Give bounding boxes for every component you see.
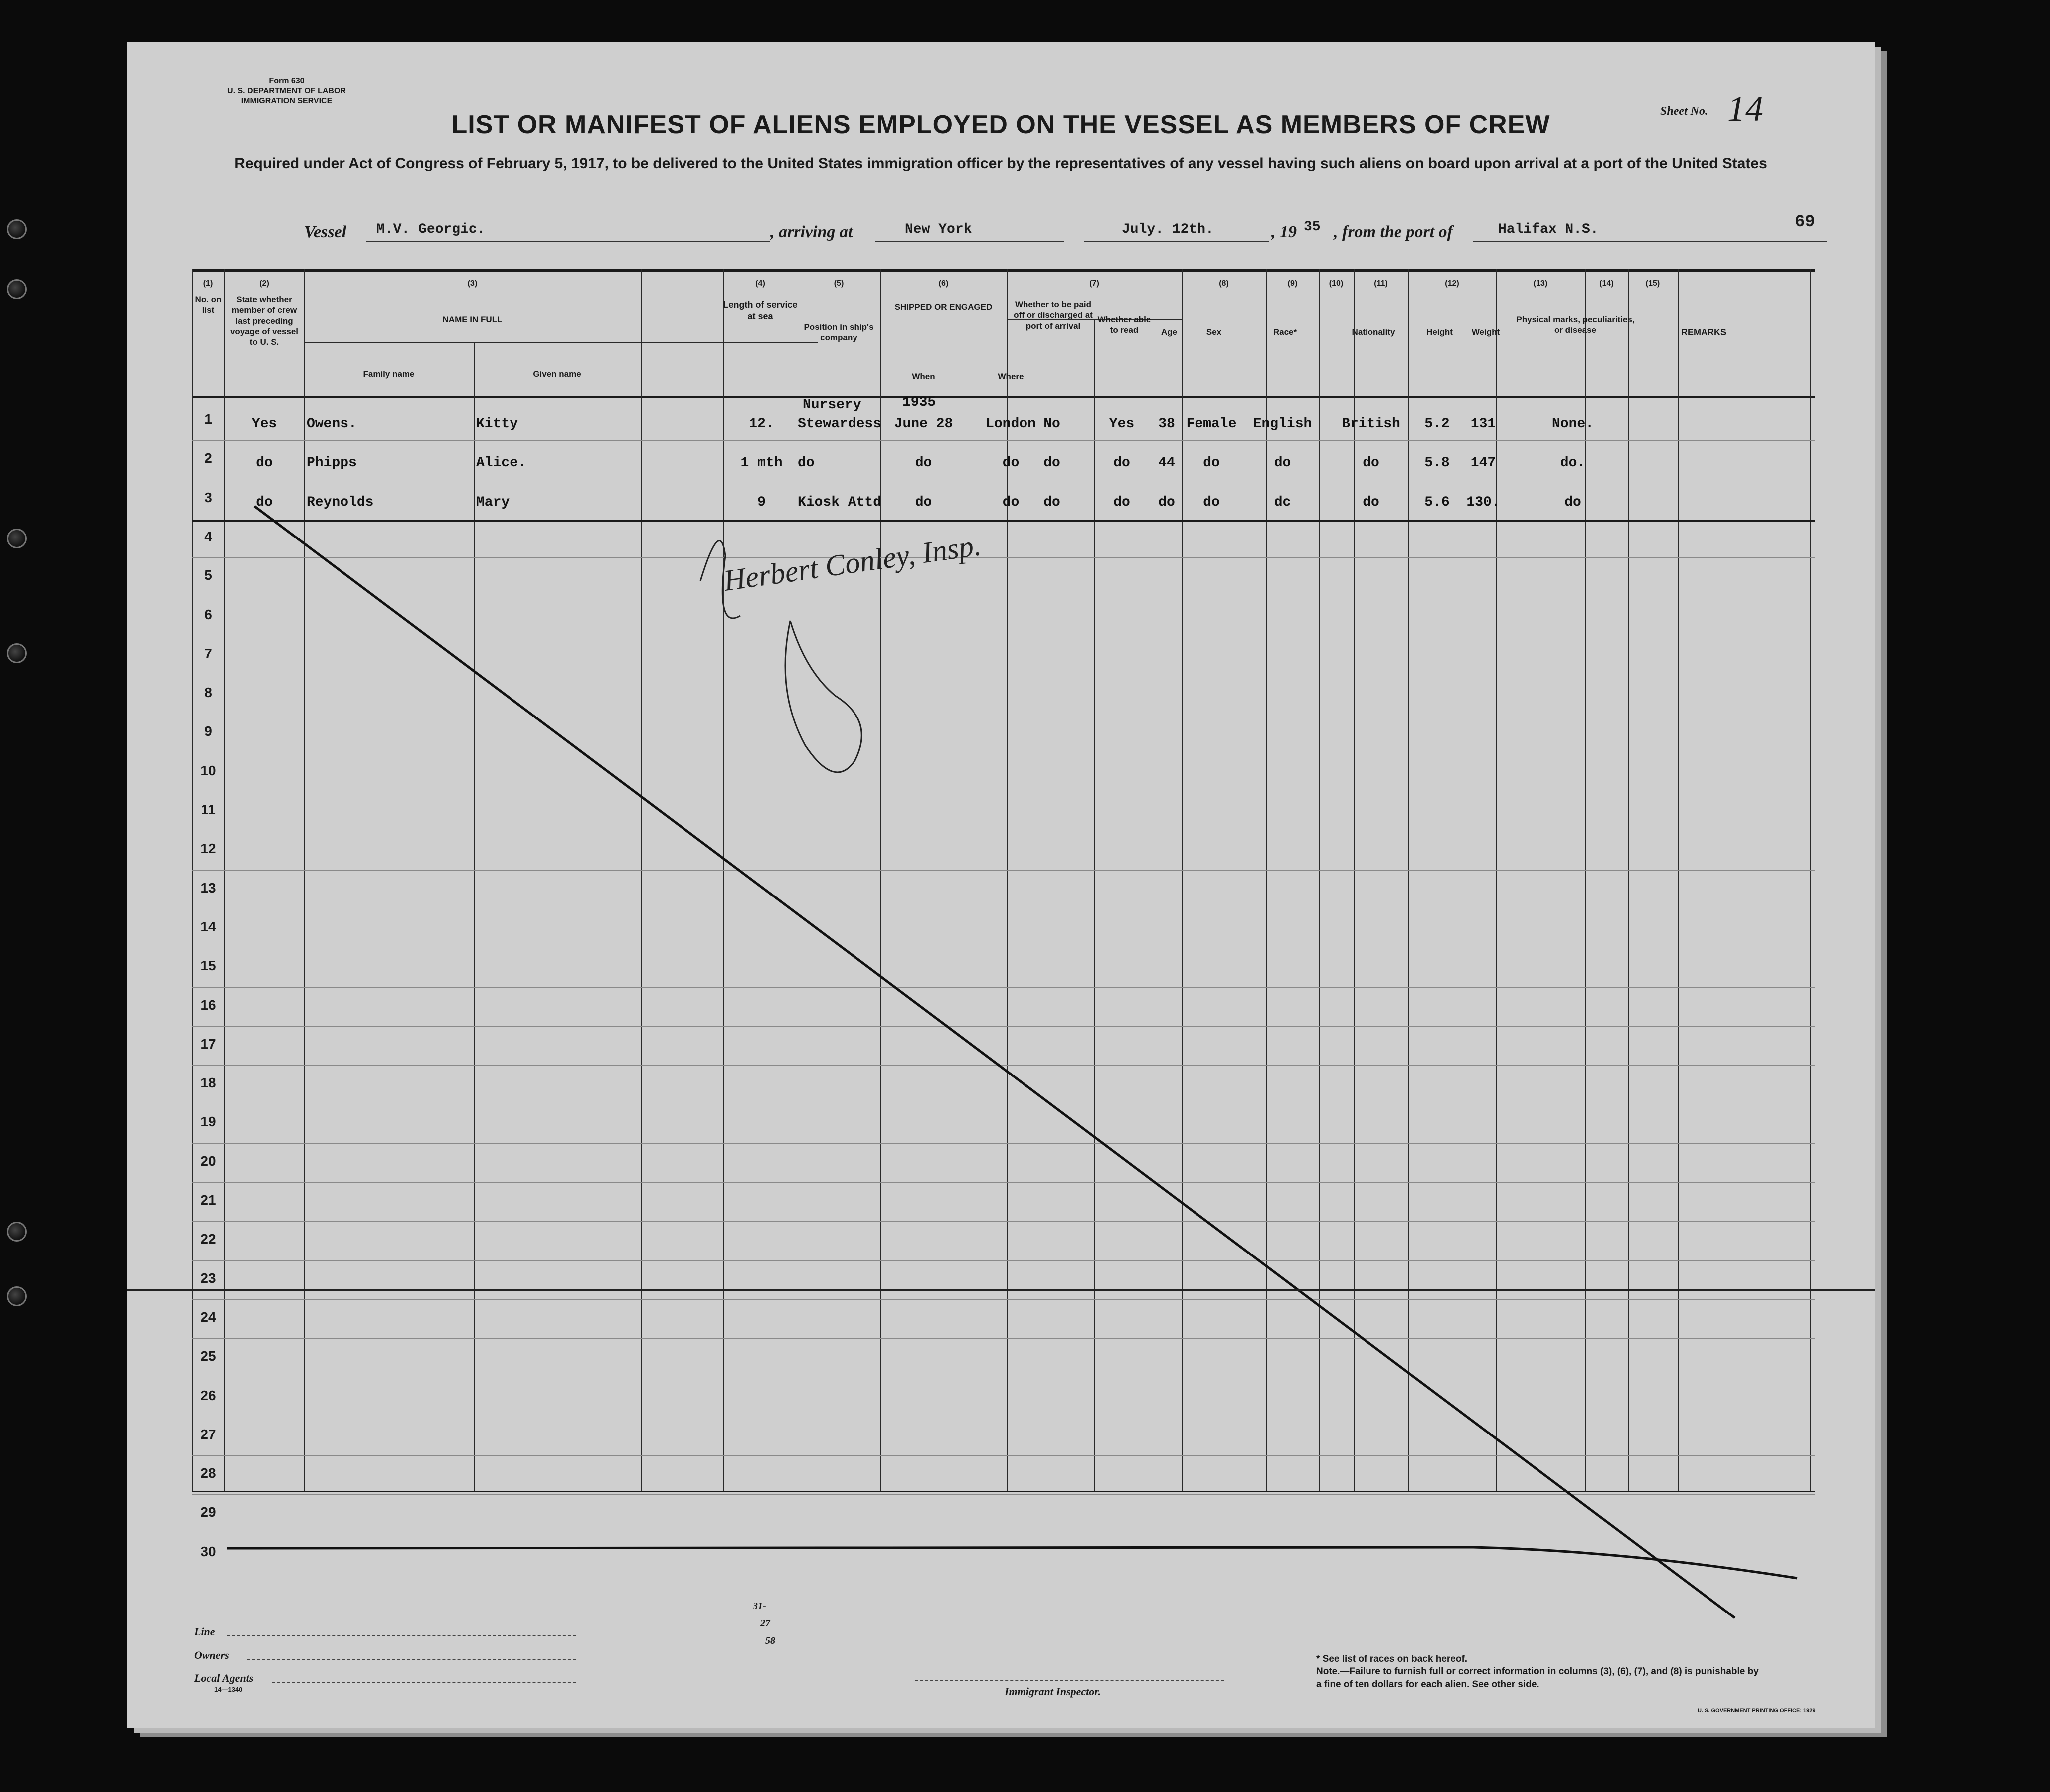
cell-family: Reynolds <box>307 494 374 510</box>
row-number: 16 <box>200 997 216 1013</box>
row-number: 27 <box>200 1426 216 1442</box>
races-footnote: * See list of races on back hereof. <box>1316 1654 1468 1664</box>
arrival-year: 35 <box>1304 219 1321 235</box>
cell-marks: do <box>1564 494 1581 510</box>
cell-nationality: British <box>1342 416 1400 432</box>
cell-length: 12. <box>749 416 774 432</box>
col-number: (13) <box>1533 279 1548 288</box>
row-number: 21 <box>200 1192 216 1208</box>
binder-hole <box>7 643 27 663</box>
col-header-nationality: Nationality <box>1352 327 1395 337</box>
binder-hole <box>7 1286 27 1306</box>
row-number: 9 <box>204 723 212 739</box>
col-number: (2) <box>259 279 269 288</box>
cell-prev: do <box>256 494 273 510</box>
cancellation-line <box>254 506 1735 1618</box>
col-number: (9) <box>1287 279 1298 288</box>
department-name: U. S. DEPARTMENT OF LABOR <box>227 87 346 95</box>
cell-nationality: do <box>1363 455 1379 471</box>
cell-race: English <box>1253 416 1312 432</box>
row-number: 26 <box>200 1387 216 1403</box>
col-header-number: No. on list <box>195 295 222 315</box>
row-number: 25 <box>200 1348 216 1364</box>
printer-credit: U. S. GOVERNMENT PRINTING OFFICE: 1929 <box>1698 1708 1816 1714</box>
cell-where: do <box>1002 455 1020 471</box>
col-header-able-to-read: Whether able to read <box>1097 315 1151 335</box>
col-number: (1) <box>203 279 213 288</box>
cell-marks: None. <box>1551 416 1594 432</box>
row-number: 6 <box>204 606 212 622</box>
row-number: 12 <box>200 841 216 857</box>
row-number: 30 <box>200 1543 216 1559</box>
form-number: Form 630 <box>269 77 305 85</box>
col-number: (11) <box>1374 279 1388 288</box>
margin-note: 27 <box>760 1618 770 1629</box>
col-number: (5) <box>834 279 844 288</box>
cell-age: 44 <box>1158 455 1175 471</box>
col-number: (6) <box>938 279 949 288</box>
row-number: 14 <box>200 918 216 934</box>
cell-when: do <box>915 494 932 510</box>
row-number: 18 <box>200 1075 216 1091</box>
cell-where: do <box>1002 494 1020 510</box>
col-number: (4) <box>755 279 765 288</box>
row-number: 19 <box>200 1114 216 1130</box>
line-label: Line <box>194 1625 215 1638</box>
cell-family: Phipps <box>307 455 357 471</box>
arrival-port: New York <box>905 222 972 237</box>
cell-age: do <box>1158 494 1175 510</box>
row-number: 4 <box>204 528 212 544</box>
cell-position-top: Nursery <box>803 397 861 413</box>
cell-when: do <box>915 455 932 471</box>
year-prefix: , 19 <box>1271 223 1297 241</box>
page-title: LIST OR MANIFEST OF ALIENS EMPLOYED ON THE VESSEL AS MEMBERS OF CREW <box>451 110 1550 139</box>
local-agents-code: 14—1340 <box>214 1686 243 1693</box>
inspector-label: Immigrant Inspector. <box>1005 1685 1101 1698</box>
sheet-number-label: Sheet No. <box>1660 105 1708 118</box>
binder-hole <box>7 1222 27 1242</box>
col-header-previous-voyage: State whether member of crew last preceding voyage of vessel to U. S. <box>230 295 299 347</box>
cell-weight: 130. <box>1466 494 1500 510</box>
row-number: 2 <box>204 450 212 466</box>
col-header-family-name: Family name <box>363 369 415 379</box>
cell-family: Owens. <box>307 416 357 432</box>
col-header-given-name: Given name <box>533 369 581 379</box>
cell-race: dc <box>1274 494 1291 510</box>
col-header-name: NAME IN FULL <box>442 315 503 324</box>
footer-divider <box>127 1289 1875 1291</box>
cell-given: Alice. <box>476 455 526 471</box>
cell-weight: 147 <box>1470 455 1496 471</box>
arrival-date: July. 12th. <box>1122 222 1214 237</box>
cell-nationality: do <box>1363 494 1379 510</box>
row-number: 8 <box>204 685 212 701</box>
page-number: 69 <box>1795 213 1815 232</box>
cell-age: 38 <box>1158 416 1175 432</box>
arriving-label: , arriving at <box>770 223 853 241</box>
col-header-race: Race* <box>1273 327 1297 337</box>
binder-hole <box>7 279 27 299</box>
col-header-paid-off: Whether to be paid off or discharged at port of arrival <box>1014 300 1093 331</box>
row-number: 28 <box>200 1465 216 1481</box>
cell-height: 5.2 <box>1424 416 1450 432</box>
cell-position: do <box>798 455 815 471</box>
cell-height: 5.8 <box>1424 455 1450 471</box>
cell-sex: do <box>1203 494 1220 510</box>
col-header-height: Height <box>1426 327 1453 337</box>
inspector-signature: Herbert Conley, Insp. <box>721 529 983 597</box>
cell-weight: 131 <box>1470 416 1496 432</box>
col-number: (10) <box>1329 279 1344 288</box>
cell-length: 1 mth <box>740 455 783 471</box>
annotation-overlay <box>127 42 1875 1728</box>
binder-hole <box>7 219 27 239</box>
row-number: 5 <box>204 567 212 583</box>
row-number: 11 <box>201 802 216 817</box>
cell-sex: do <box>1203 455 1220 471</box>
cell-marks: do. <box>1560 455 1586 471</box>
row-number: 29 <box>200 1504 216 1520</box>
cell-read: do <box>1113 494 1130 510</box>
col-header-length-of-service: Length of service at sea <box>723 300 798 321</box>
row-number: 3 <box>204 489 212 505</box>
cell-given: Kitty <box>476 416 518 432</box>
row-number: 24 <box>200 1309 216 1325</box>
local-agents-label: Local Agents <box>194 1672 254 1684</box>
row-number: 7 <box>204 645 212 661</box>
col-header-when: When <box>912 372 935 381</box>
signature-loop <box>785 621 861 772</box>
row-number: 13 <box>200 880 216 896</box>
col-header-physical-marks: Physical marks, peculiarities, or disease <box>1516 315 1635 335</box>
cell-paid-off: No <box>1043 416 1060 432</box>
vessel-label: Vessel <box>304 223 346 241</box>
cell-height: 5.6 <box>1424 494 1450 510</box>
col-header-position: Position in ship's company <box>804 322 874 343</box>
vessel-name: M.V. Georgic. <box>376 222 486 237</box>
col-number: (15) <box>1645 279 1660 288</box>
departure-port: Halifax N.S. <box>1498 222 1599 237</box>
sheet-number-value: 14 <box>1727 89 1763 129</box>
from-port-label: , from the port of <box>1334 223 1453 241</box>
cell-given: Mary <box>476 494 510 510</box>
owners-label: Owners <box>194 1649 229 1661</box>
cell-paid-off: do <box>1043 455 1060 471</box>
row-number: 22 <box>200 1231 216 1247</box>
col-header-sex: Sex <box>1206 327 1222 337</box>
manifest-sheet <box>127 42 1875 1728</box>
col-header-remarks: REMARKS <box>1681 327 1726 337</box>
col-number: (7) <box>1089 279 1099 288</box>
cell-race: do <box>1274 455 1291 471</box>
cell-position: Stewardess <box>798 416 882 432</box>
cell-sex: Female <box>1186 416 1237 432</box>
page-subtitle: Required under Act of Congress of February 5, 1917, to be delivered to the United States immigration officer by the representatives of any vessel having such aliens on board upon arrival at a port of the United States <box>234 155 1767 172</box>
row-number: 20 <box>200 1153 216 1169</box>
cell-prev: Yes <box>251 416 277 432</box>
col-header-shipped: SHIPPED OR ENGAGED <box>894 302 993 312</box>
shipped-year-note: 1935 <box>902 395 936 410</box>
cell-paid-off: do <box>1043 494 1060 510</box>
row-number: 1 <box>204 411 212 427</box>
col-header-age: Age <box>1161 327 1178 337</box>
row-number: 10 <box>200 762 216 778</box>
col-number: (12) <box>1445 279 1459 288</box>
cell-read: Yes <box>1109 416 1135 432</box>
margin-note: 58 <box>765 1635 775 1646</box>
col-number: (8) <box>1219 279 1229 288</box>
row-number: 15 <box>200 958 216 974</box>
cell-read: do <box>1113 455 1130 471</box>
col-number: (14) <box>1599 279 1614 288</box>
penalty-note: Note.—Failure to furnish full or correct information in columns (3), (6), (7), and (8) is punishable by a fine of ten dollars for each alien. See other side. <box>1316 1666 1759 1690</box>
cell-where: London <box>986 416 1036 432</box>
col-header-weight: Weight <box>1471 327 1500 337</box>
cell-prev: do <box>256 455 273 471</box>
cell-length: 9 <box>757 494 766 510</box>
cell-position: Kiosk Attd <box>798 494 882 510</box>
binder-hole <box>7 529 27 548</box>
margin-note: 31- <box>753 1601 766 1612</box>
service-name: IMMIGRATION SERVICE <box>241 97 333 105</box>
row-number: 17 <box>200 1036 216 1052</box>
col-number: (3) <box>467 279 478 288</box>
col-header-where: Where <box>998 372 1024 381</box>
bottom-rule <box>227 1547 1797 1578</box>
cell-when: June 28 <box>894 416 953 432</box>
row-number: 23 <box>200 1270 216 1286</box>
